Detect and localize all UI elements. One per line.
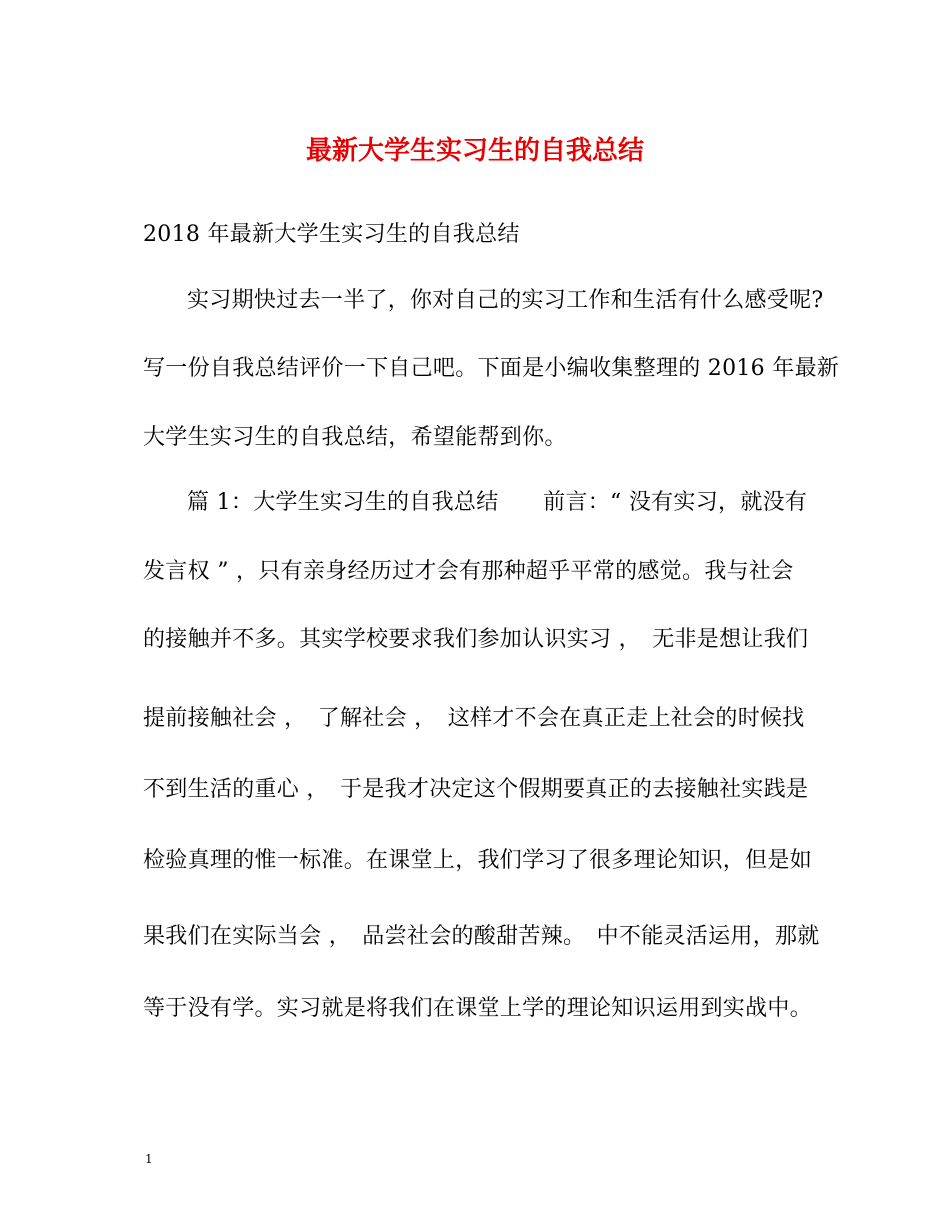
paragraph-line: 的接触并不多。其实学校要求我们参加认识实习 ， 无非是想让我们 [143,627,809,652]
paragraph-line: 检验真理的惟一标准。在课堂上，我们学习了很多理论知识，但是如 [143,848,813,873]
paragraph-line: 实习期快过去一半了，你对自己的实习工作和生活有什么感受呢? [187,288,824,313]
subtitle-line: 2018 年最新大学生实习生的自我总结 [143,222,520,247]
page-number: 1 [145,1152,153,1166]
paragraph-line: 写一份自我总结评价一下自己吧。下面是小编收集整理的 2016 年最新 [143,356,840,381]
paragraph-line: 大学生实习生的自我总结，希望能帮到你。 [143,425,567,450]
paragraph-line: 篇 1：大学生实习生的自我总结 前言：“ 没有实习，就没有 [187,490,808,515]
paragraph-line: 提前接触社会 ， 了解社会 ， 这样才不会在真正走上社会的时候找 [143,706,805,731]
paragraph-line: 果我们在实际当会 ， 品尝社会的酸甜苦辣。 中不能灵活运用，那就 [143,924,820,949]
document-title: 最新大学生实习生的自我总结 [305,136,644,166]
paragraph-line: 发言权 ” ，只有亲身经历过才会有那种超乎平常的感觉。我与社会 [143,559,794,584]
paragraph-line: 不到生活的重心 ， 于是我才决定这个假期要真正的去接触社实践是 [143,777,809,802]
paragraph-line: 等于没有学。实习就是将我们在课堂上学的理论知识运用到实战中。 [143,996,813,1021]
